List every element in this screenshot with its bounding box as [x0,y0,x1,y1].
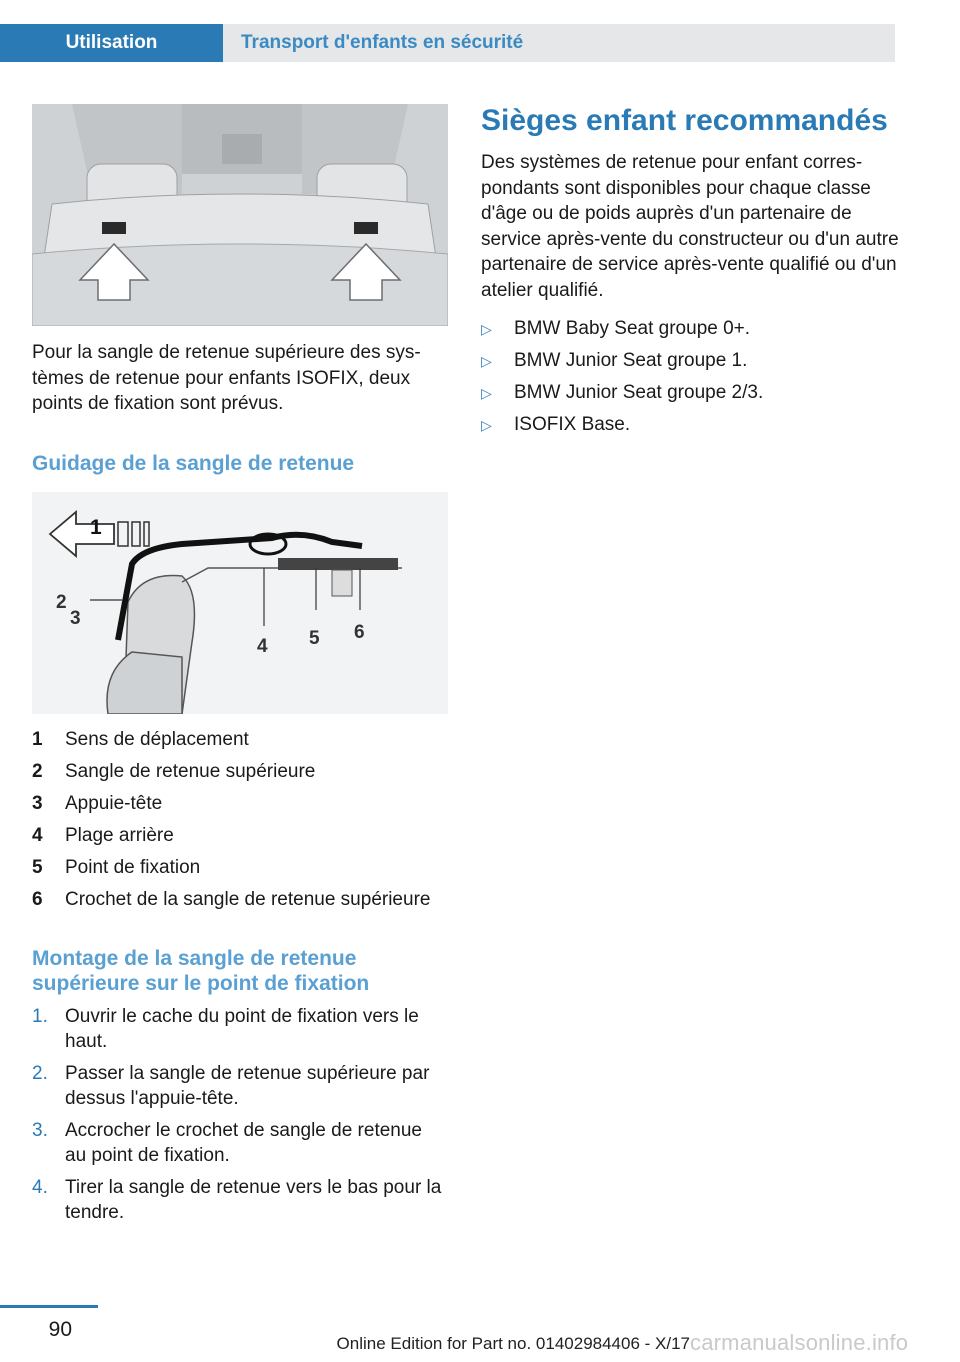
right-column [481,104,901,441]
legend-item: 4 Plage arrière [32,824,174,846]
legend-item: 6 Crochet de la sangle de retenue supérieure [32,888,431,910]
page-number: 90 [48,1318,72,1341]
subsection-tab[interactable]: Transport d'enfants en sécurité [223,24,895,62]
section-tab[interactable]: Utilisation [0,24,223,62]
legend-item: 5 Point de fixation [32,856,201,878]
intro-paragraph: Pour la sangle de retenue supérieure des systèmes de retenue pour enfants ISOFIX, deux points de fixation sont prévus. [32,342,421,414]
diagram-label-3: 3 [70,607,81,629]
edition-note: Online Edition for Part no. 01402984406 - X/17 [336,1334,690,1353]
step-item: 1. Ouvrir le cache du point de fixation vers le haut. [32,1005,419,1052]
diagram-label-2: 2 [56,591,67,613]
left-column [32,104,448,1232]
section-heading-montage: Montage de la sangle de retenue supérieure sur le point de fixation [32,946,370,995]
list-item: ▷ BMW Junior Seat groupe 1. [481,345,901,377]
step-item: 2. Passer la sangle de retenue supérieure par dessus l'appuie-tête. [32,1062,430,1109]
section-title-sieges: Sièges enfant recommandés [481,104,888,137]
step-item: 3. Accrocher le crochet de sangle de retenue au point de fixation. [32,1119,422,1166]
step-item: 4. Tirer la sangle de retenue vers le bas pour la tendre. [32,1176,442,1223]
list-item: ▷ BMW Junior Seat groupe 2/3. [481,377,901,409]
legend-item: 2 Sangle de retenue supérieure [32,760,316,782]
diagram-label-1: 1 [90,515,102,539]
triangle-bullet-icon: ▷ [481,385,492,401]
diagram-legend [32,724,448,916]
strap-routing-diagram [32,492,448,714]
list-item: ▷ ISOFIX Base. [481,409,901,441]
legend-item: 1 Sens de déplacement [32,728,249,750]
footer-rule [0,1305,98,1308]
recommended-seats-list [481,313,901,441]
sieges-intro: Des systèmes de retenue pour enfant correspondants sont disponibles pour chaque classe d'âge ou de poids auprès d'un partenaire de service après-vente du constructeur ou d'un autre partenaire de service après-vente qualifié ou d'un atelier qualifié. [481,152,899,301]
triangle-bullet-icon: ▷ [481,353,492,369]
mounting-steps [32,1004,448,1226]
triangle-bullet-icon: ▷ [481,321,492,337]
rear-seat-anchor-illustration [32,104,448,326]
diagram-label-5: 5 [309,627,320,649]
diagram-label-6: 6 [354,621,365,643]
diagram-label-4: 4 [257,635,268,657]
list-item: ▷ BMW Baby Seat groupe 0+. [481,313,901,345]
triangle-bullet-icon: ▷ [481,417,492,433]
page-header [0,24,895,62]
watermark: carmanualsonline.info [690,1330,909,1355]
section-heading-guidage: Guidage de la sangle de retenue [32,451,355,475]
legend-item: 3 Appuie-tête [32,792,163,814]
